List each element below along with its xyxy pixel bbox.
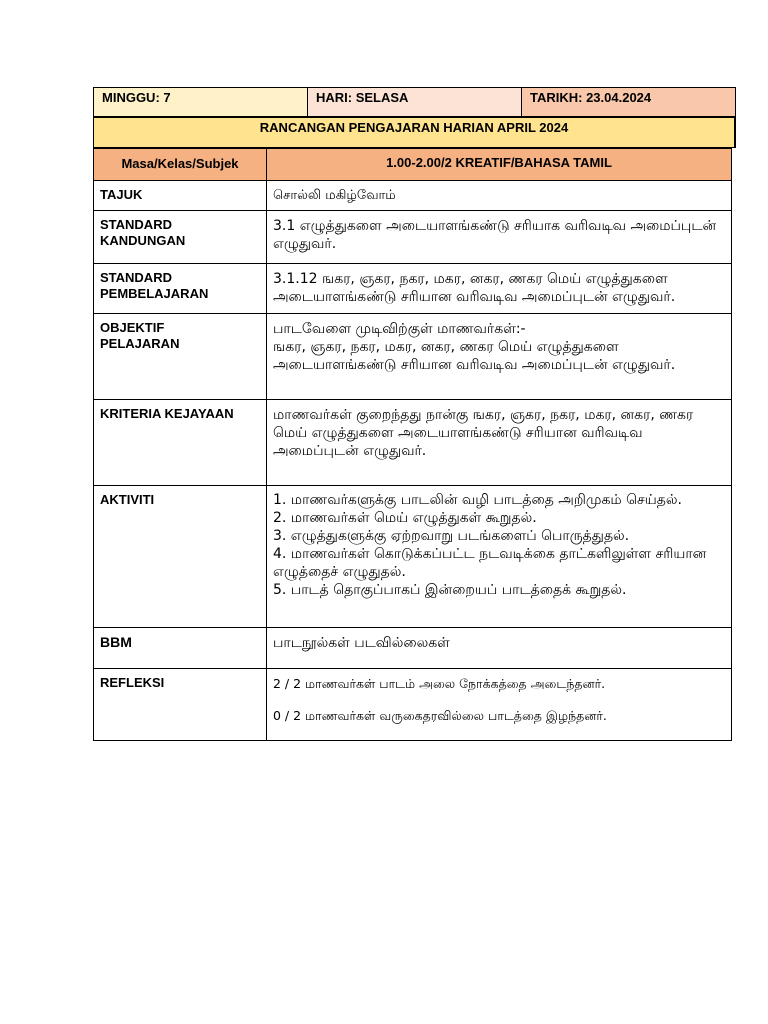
obj-value-line1: பாடவேளை முடிவிற்குள் மாணவர்கள்:- [273, 321, 526, 337]
refleksi-label: REFLEKSI [100, 675, 165, 690]
tajuk-label: TAJUK [100, 187, 143, 202]
tajuk-value-cell [266, 180, 732, 211]
hari-text: HARI: SELASA [316, 90, 409, 105]
bbm-value-cell [266, 627, 732, 669]
bbm-label-cell [93, 627, 267, 669]
obj-label-cell [93, 313, 267, 400]
tarikh-cell [521, 87, 736, 117]
tajuk-value: சொல்லி மகிழ்வோம் [273, 188, 396, 203]
sp-label-line2: PEMBELAJARAN [100, 286, 209, 301]
hari-cell [307, 87, 522, 117]
sk-label-line2: KANDUNGAN [100, 233, 186, 248]
aktiviti-step-2: 2. மாணவர்கள் மெய் எழுத்துகள் கூறுதல். [273, 510, 537, 526]
aktiviti-value-cell [266, 485, 732, 628]
kk-label: KRITERIA KEJAYAAN [100, 406, 234, 421]
kk-value-cell [266, 399, 732, 486]
aktiviti-label: AKTIVITI [100, 492, 155, 507]
minggu-text: MINGGU: 7 [102, 90, 171, 105]
sk-value-cell [266, 210, 732, 264]
aktiviti-label-cell [93, 485, 267, 628]
sp-value-cell [266, 263, 732, 314]
kk-value: மாணவர்கள் குறைந்தது நான்கு ஙகர, ஞகர, நகர, மகர, னகர, ணகர மெய் எழுத்துகளை அடையாளங்கண்டு சரியான வரிவடிவ அமைப்புடன் எழுதுவர். [273, 407, 694, 459]
aktiviti-step-5: 5. பாடத் தொகுப்பாகப் இன்றையப் பாடத்தைக் கூறுதல். [273, 582, 627, 598]
document-title-bar [93, 117, 736, 148]
aktiviti-step-3: 3. எழுத்துகளுக்கு ஏற்றவாறு படங்களைப் பொருத்துதல். [273, 528, 630, 544]
bbm-label: BBM [100, 634, 132, 650]
aktiviti-step-4: 4. மாணவர்கள் கொடுக்கப்பட்ட நடவடிக்கை தாட்களிலுள்ள சரியான எழுத்தைச் எழுதுதல். [273, 546, 707, 580]
obj-label-line1: OBJEKTIF [100, 320, 165, 335]
sk-label-line1: STANDARD [100, 217, 172, 232]
masa-value-cell [266, 148, 732, 181]
sp-value: 3.1.12 ஙகர, ஞகர, நகர, மகர, னகர, ணகர மெய் எழுத்துகளை அடையாளங்கண்டு சரியான வரிவடிவ அமைப்புடன் எழுதுவர். [273, 271, 676, 305]
masa-label-cell [93, 148, 267, 181]
refleksi-value-cell [266, 668, 732, 741]
masa-label: Masa/Kelas/Subjek [121, 156, 239, 171]
refleksi-label-cell [93, 668, 267, 741]
sk-value: 3.1 எழுத்துகளை அடையாளங்கண்டு சரியாக வரிவடிவ அமைப்புடன் எழுதுவர். [273, 218, 717, 252]
obj-label-line2: PELAJARAN [100, 336, 180, 351]
document-title: RANCANGAN PENGAJARAN HARIAN APRIL 2024 [259, 120, 569, 135]
sp-label-line1: STANDARD [100, 270, 172, 285]
sp-label-cell [93, 263, 267, 314]
bbm-value: பாடநூல்கள் படவில்லைகள் [273, 635, 450, 651]
sk-label-cell [93, 210, 267, 264]
aktiviti-step-1: 1. மாணவர்களுக்கு பாடலின் வழி பாடத்தை அறிமுகம் செய்தல். [273, 492, 682, 508]
minggu-cell [93, 87, 308, 117]
refleksi-line-1: 2 / 2 மாணவர்கள் பாடம் அலை நோக்கத்தை அடைந்தனர். [273, 676, 606, 691]
refleksi-line-2: 0 / 2 மாணவர்கள் வருகைதரவில்லை பாடத்தை இழந்தனர். [273, 708, 607, 723]
tarikh-text: TARIKH: 23.04.2024 [530, 90, 652, 105]
kk-label-cell [93, 399, 267, 486]
tajuk-label-cell [93, 180, 267, 211]
obj-value-cell [266, 313, 732, 400]
obj-value-line2: ஙகர, ஞகர, நகர, மகர, னகர, ணகர மெய் எழுத்துகளை அடையாளங்கண்டு சரியான வரிவடிவ அமைப்புடன் எழுதுவர். [273, 339, 676, 373]
masa-value: 1.00-2.00/2 KREATIF/BAHASA TAMIL [386, 155, 612, 170]
